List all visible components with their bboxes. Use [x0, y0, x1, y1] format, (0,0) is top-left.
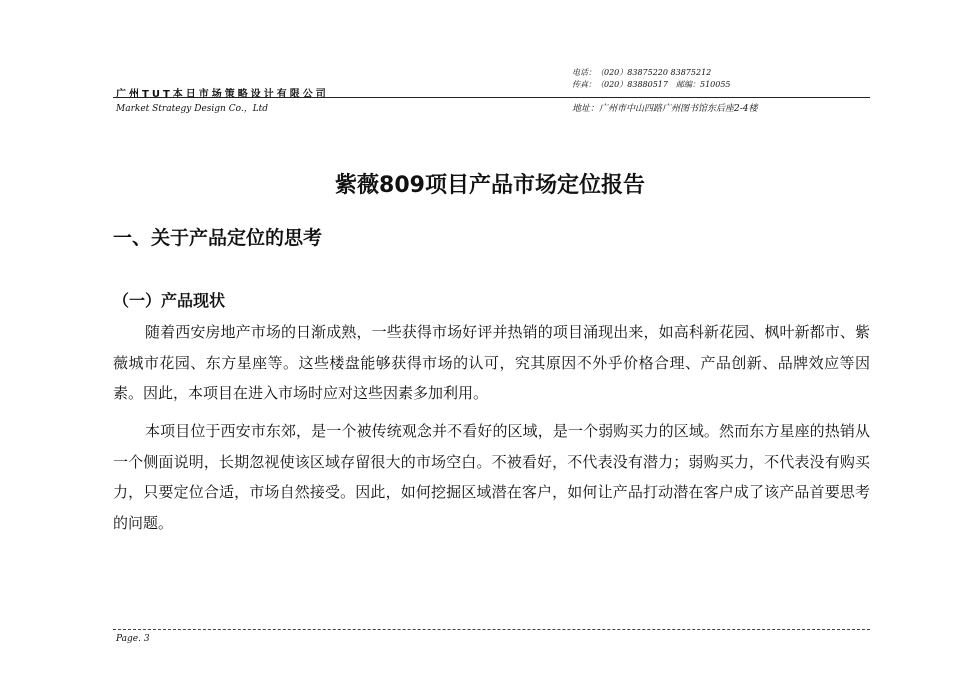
header-divider: [113, 97, 870, 98]
page-number: Page. 3: [116, 634, 150, 644]
header-phone: 电话：（020）83875220 83875212: [572, 68, 712, 77]
section-heading: 一、关于产品定位的思考: [113, 227, 323, 249]
footer-divider: [113, 629, 870, 630]
company-address: 地址：广州市中山四路广州图书馆东后座2-4楼: [572, 104, 758, 114]
header-fax-zip: 传真：（020）83880517 邮编：510055: [572, 80, 731, 89]
paragraph: 本项目位于西安市东郊，是一个被传统观念并不看好的区域，是一个弱购买力的区域。然而东方星座的热销从一个侧面说明，长期忽视使该区域存留很大的市场空白。不被看好，不代表没有潜力；弱购买力，不代表没有购买力，只要定位合适，市场自然接受。因此，如何挖掘区域潜在客户，如何让产品打动潜在客户成了该产品首要思考的问题。: [113, 422, 870, 532]
subsection-heading: （一）产品现状: [113, 291, 226, 310]
header-contact: [572, 67, 731, 91]
paragraph: 随着西安房地产市场的日渐成熟，一些获得市场好评并热销的项目涌现出来，如高科新花园、枫叶新都市、紫薇城市花园、东方星座等。这些楼盘能够获得市场的认可，究其原因不外乎价格合理、产品创新、品牌效应等因素。因此，本项目在进入市场时应对这些因素多加利用。: [113, 323, 870, 402]
company-name: 广州TUT本日市场策略设计有限公司: [116, 89, 329, 100]
company-english-name: Market Strategy Design Co.，Ltd: [116, 104, 269, 114]
document-title: 紫薇809项目产品市场定位报告: [335, 173, 645, 198]
